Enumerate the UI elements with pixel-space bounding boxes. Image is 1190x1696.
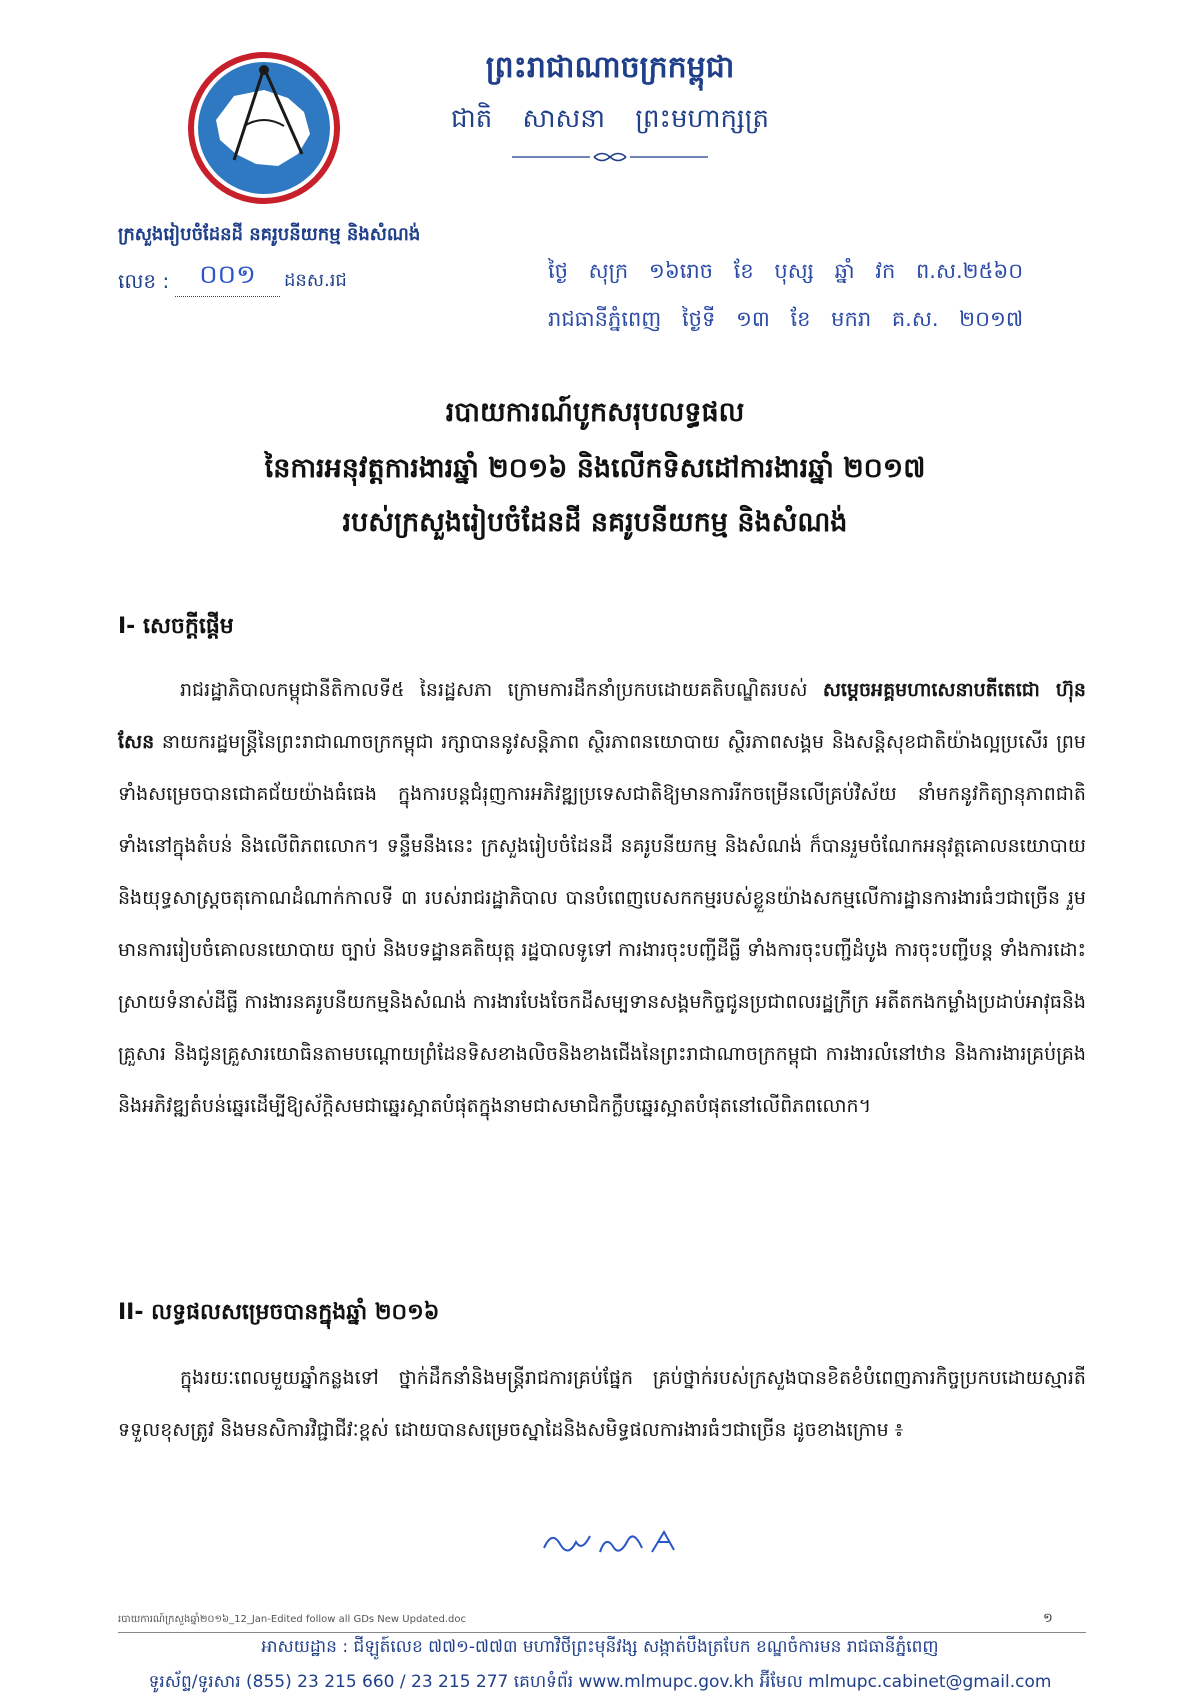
footer-file-name: របាយការណ៍ក្រសួងឆ្នាំ២០១៦_12_Jan-Edited follow all GDs New Updated.doc bbox=[118, 1614, 466, 1625]
reference-number: ០០១ bbox=[199, 260, 256, 290]
kingdom-title: ព្រះរាជាណាចក្រកម្ពុជា bbox=[485, 50, 735, 85]
ministry-name: ក្រសួងរៀបចំដែនដី នគរូបនីយកម្ម និងសំណង់ bbox=[118, 224, 421, 245]
footer-divider bbox=[118, 1632, 1086, 1633]
solar-date: រាជធានីភ្នំពេញ ថ្ងៃទី ១៣ ខែ មករា គ.ស. ២០១៧ bbox=[548, 307, 1024, 331]
ornament-divider-icon bbox=[512, 150, 708, 164]
footer-address: អាសយដ្ឋាន : ជីឡូត៍លេខ ៧៧១-៧៧៣ មហាវិថីព្រះមុនីវង្ស សង្កាត់បឹងត្របែក ខណ្ឌចំការមន រាជធានីភ្នំពេញ bbox=[261, 1637, 939, 1657]
reference-dotted-line bbox=[175, 296, 280, 297]
reference-label: លេខ : bbox=[118, 269, 170, 293]
page-number: ១ bbox=[1043, 1611, 1053, 1626]
national-motto: ជាតិ សាសនា ព្រះមហាក្សត្រ bbox=[451, 104, 769, 134]
ministry-logo-icon bbox=[186, 50, 342, 206]
section-2-heading: II- លទ្ធផលសម្រេចបានក្នុងឆ្នាំ ២០១៦ bbox=[118, 1300, 440, 1325]
footer-address-block bbox=[100, 1636, 1100, 1696]
paragraph-text-rest: នាយករដ្ឋមន្ត្រីនៃព្រះរាជាណាចក្រកម្ពុជា រក្សាបាននូវសន្តិភាព ស្ថិរភាពនយោបាយ ស្ថិរភាពសង្គម និងសន្តិសុខជាតិយ៉ាងល្អប្រសើរ ព្រមទាំងសម្រេចបានជោគជ័យយ៉ាងធំធេង ក្នុងការបន្តជំរុញការអភិវឌ្ឍប្រទេសជាតិឱ្យមានការរីកចម្រើនលើគ្រប់វិស័យ នាំមកនូវកិត្យានុភាពជាតិ ទាំងនៅក្នុងតំបន់ និងលើពិភពលោក។ ទន្ទឹមនឹងនេះ ក្រសួងរៀបចំដែនដី នគរូបនីយកម្ម និងសំណង់ ក៏បានរួមចំណែកអនុវត្តគោលនយោបាយ និងយុទ្ធសាស្ត្រចតុកោណដំណាក់កាលទី ៣ របស់រាជរដ្ឋាភិបាល បានបំពេញបេសកកម្មរបស់ខ្លួនយ៉ាងសកម្មលើការដ្ឋានការងារធំៗជាច្រើន រួមមានការរៀបចំគោលនយោបាយ ច្បាប់ និងបទដ្ឋានគតិយុត្ត រដ្ឋបាលទូទៅ ការងារចុះបញ្ជីដីធ្លី ទាំងការចុះបញ្ជីដំបូង ការចុះបញ្ជីបន្ត ទាំងការដោះស្រាយទំនាស់ដីធ្លី ការងារនគរូបនីយកម្មនិងសំណង់ ការងារបែងចែកដីសម្បទានសង្គមកិច្ចជូនប្រជាពលរដ្ឋក្រីក្រ អតីតកងកម្លាំងប្រដាប់អាវុធនិងគ្រួសារ និងជូនគ្រួសារយោធិនតាមបណ្តោយព្រំដែនទិសខាងលិចនិងខាងជើងនៃព្រះរាជាណាចក្រកម្ពុជា ការងារលំនៅឋាន និងការងារគ្រប់គ្រងនិងអភិវឌ្ឍតំបន់ឆ្នេរដើម្បីឱ្យស័ក្តិសមជាឆ្នេរស្អាតបំផុតក្នុងនាមជាសមាជិកក្លឹបឆ្នេរស្អាតបំផុតនៅលើពិភពលោក។ bbox=[118, 731, 1086, 1117]
reference-suffix: ដនស.រជ bbox=[284, 270, 347, 291]
prime-minister-name: សម្តេចអគ្គមហាសេនាបតីតេជោ ហ៊ុន សែន bbox=[118, 679, 1086, 753]
lunar-date: ថ្ងៃ សុក្រ ១៦រោច ខែ បុស្ស ឆ្នាំ វក ព.ស.២៥៦០ bbox=[548, 259, 1024, 283]
signature-initials-icon bbox=[540, 1522, 690, 1562]
footer-contact: ទូរស័ព្ទ/ទូរសារ (855) 23 215 660 / 23 215 277 គេហទំព័រ www.mlmupc.gov.kh អ៊ីមែល mlmupc.cabinet@gmail.com bbox=[148, 1672, 1052, 1692]
report-title-line-3: របស់ក្រសួងរៀបចំដែនដី នគរូបនីយកម្ម និងសំណង់ bbox=[342, 507, 848, 538]
paragraph-text-start: រាជរដ្ឋាភិបាលកម្ពុជានីតិកាលទី៥ នៃរដ្ឋសភា ក្រោមការដឹកនាំប្រកបដោយគតិបណ្ឌិតរបស់ bbox=[180, 679, 823, 701]
report-title-line-1: របាយការណ៍បូកសរុបលទ្ធផល bbox=[445, 397, 745, 428]
section-2-paragraph: ក្នុងរយៈពេលមួយឆ្នាំកន្លងទៅ ថ្នាក់ដឹកនាំនិងមន្ត្រីរាជការគ្រប់ផ្នែក គ្រប់ថ្នាក់របស់ក្រសួងបានខិតខំបំពេញភារកិច្ចប្រកបដោយស្មារតីទទួលខុសត្រូវ និងមនសិការវិជ្ជាជីវៈខ្ពស់ ដោយបានសម្រេចស្នាដៃនិងសមិទ្ធផលការងារធំៗជាច្រើន ដូចខាងក្រោម ៖ bbox=[118, 1367, 1086, 1441]
report-title-line-2: នៃការអនុវត្តការងារឆ្នាំ ២០១៦ និងលើកទិសដៅការងារឆ្នាំ ២០១៧ bbox=[264, 453, 926, 484]
section-1-heading: I- សេចក្តីផ្តើម bbox=[118, 614, 234, 639]
section-1-paragraph bbox=[118, 664, 1086, 1132]
